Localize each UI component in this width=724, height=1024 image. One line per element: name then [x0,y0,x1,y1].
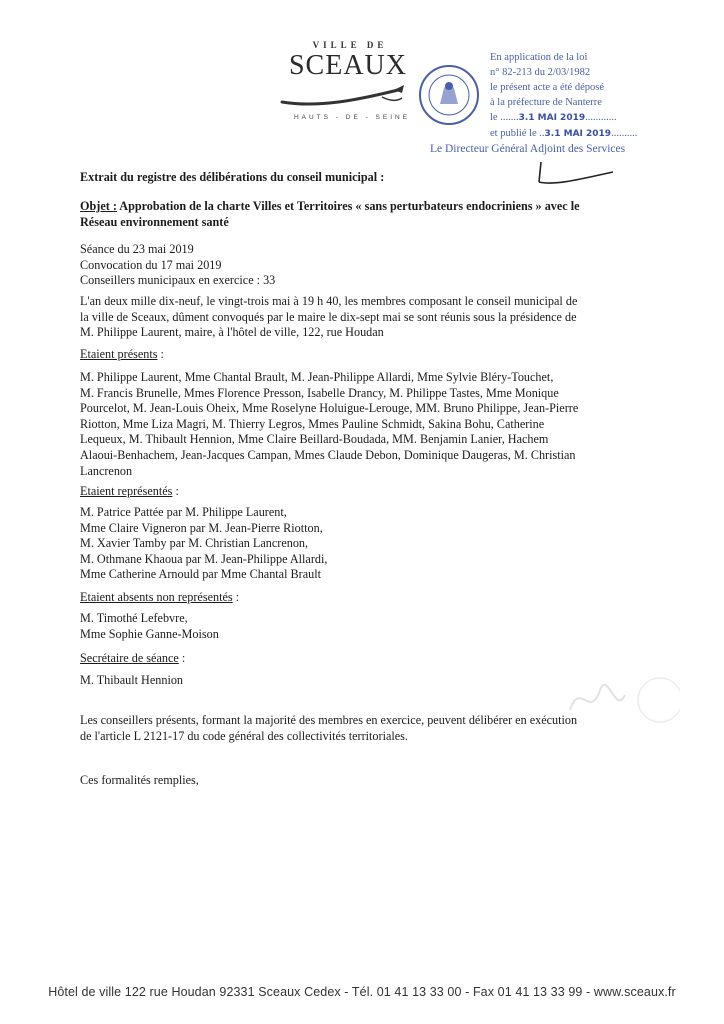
footer-address: Hôtel de ville 122 rue Houdan 92331 Sceaux Cedex - Tél. 01 41 13 33 00 - Fax 01 41 13 33 99 - www.sceaux.fr [48,985,676,999]
prefecture-seal-icon [418,64,480,126]
secretaire-label: Secrétaire de séance [80,651,179,665]
paragraph-line: de l'article L 2121-17 du code général des collectivités territoriales. [80,728,408,743]
presents-list [80,370,646,479]
convocation-date: Convocation du 17 mai 2019 [80,257,222,272]
list-item: Mme Sophie Ganne-Moison [80,626,219,641]
session-info [80,242,646,289]
secretaire-name: M. Thibault Hennion [80,673,184,687]
representes-label: Etaient représentés [80,484,173,498]
department-label: HAUTS - DE - SEINE [293,114,411,121]
stamp-le-prefix: le [490,112,498,123]
stamp-line: à la préfecture de Nanterre [490,97,602,108]
paragraph-line: M. Philippe Laurent, Mme Chantal Brault, M. Jean-Philippe Allardi, Mme Sylvie Bléry-Touchet, [80,370,554,384]
absents-list [80,611,646,642]
paragraph-line: M. Philippe Laurent, maire, à l'hôtel de ville, 122, rue Houdan [80,325,384,340]
objet-line: Approbation de la charte Villes et Territoires « sans perturbateurs endocriniens » avec le [116,199,580,213]
paragraph-line: Lancrenon [80,463,133,478]
publish-date: 3.1 MAI 2019 [544,129,612,139]
list-item: Mme Catherine Arnould par Mme Chantal Brault [80,567,321,582]
stamp-deposit-line: le .......3.1 MAI 2019............ [490,112,617,123]
paragraph-line: la ville de Sceaux, dûment convoqués par le maire le dix-sept mai se sont réunis sous la présidence de [80,309,577,324]
seance-date: Séance du 23 mai 2019 [80,242,194,256]
objet-label: Objet : [80,199,117,213]
absents-label: Etaient absents non représentés [80,590,233,604]
stamp-publie-prefix: et publié le [490,128,537,139]
secretaire-heading: Secrétaire de séance : [80,651,186,665]
formalites-line: Ces formalités remplies, [80,773,199,787]
list-item: M. Timothé Lefebvre, [80,611,188,625]
paragraph-line: M. Francis Brunelle, Mmes Florence Presson, Isabelle Drancy, M. Philippe Tastes, Mme Monique [80,385,559,400]
representes-heading: Etaient représentés : [80,484,179,498]
ville-de-label: VILLE DE [312,40,388,50]
objet-line: Réseau environnement santé [80,214,229,229]
list-item: Mme Claire Vigneron par M. Jean-Pierre Riotton, [80,520,323,535]
list-item: M. Othmane Khaoua par M. Jean-Philippe Allardi, [80,551,328,566]
paragraph-line: L'an deux mille dix-neuf, le vingt-trois mai à 19 h 40, les membres composant le conseil municipal de [80,294,578,308]
paragraph-line: Riotton, Mme Liza Magri, M. Thierry Legros, Mmes Pauline Schmidt, Sakina Bohu, Catherine [80,416,545,431]
stamp-line: n° 82-213 du 2/03/1982 [490,67,591,78]
paragraph-line: Lequeux, M. Thibault Hennion, Mme Claire Beillard-Boudada, MM. Benjamin Lanier, Hachem [80,432,549,447]
logo-swoosh-icon [278,80,426,110]
paragraph-line: Les conseillers présents, formant la majorité des membres en exercice, peuvent délibérer en exécution [80,713,578,727]
conseillers-count: Conseillers municipaux en exercice : 33 [80,273,276,288]
list-item: M. Patrice Pattée par M. Philippe Laurent, [80,505,287,519]
stamp-line: En application de la loi [490,52,588,63]
presents-label: Etaient présents [80,347,158,361]
objet-block [80,199,646,230]
quorum-paragraph [80,713,646,744]
extrait-heading: Extrait du registre des délibérations du conseil municipal : [80,170,385,184]
paragraph-line: Alaoui-Benhachem, Jean-Jacques Campan, Mmes Claude Debon, Dominique Daugeras, M. Christian [80,447,576,462]
deposit-date: 3.1 MAI 2019 [518,113,586,123]
prefecture-stamp [490,50,690,142]
list-item: M. Xavier Tamby par M. Christian Lancrenon, [80,536,309,551]
stamp-line: le présent acte a été déposé [490,82,604,93]
presents-heading: Etaient présents : [80,347,164,361]
intro-paragraph [80,294,646,341]
absents-heading: Etaient absents non représentés : [80,590,240,604]
signatory-title: Le Directeur Général Adjoint des Services [430,143,626,155]
city-logo-name: SCEAUX [288,50,407,81]
stamp-publish-line: et publié le ..3.1 MAI 2019.......... [490,128,638,139]
paragraph-line: Pourcelot, M. Jean-Louis Oheix, Mme Roselyne Holuigue-Lerouge, MM. Bruno Philippe, Jean-Pierre [80,401,579,416]
representes-list [80,505,646,583]
